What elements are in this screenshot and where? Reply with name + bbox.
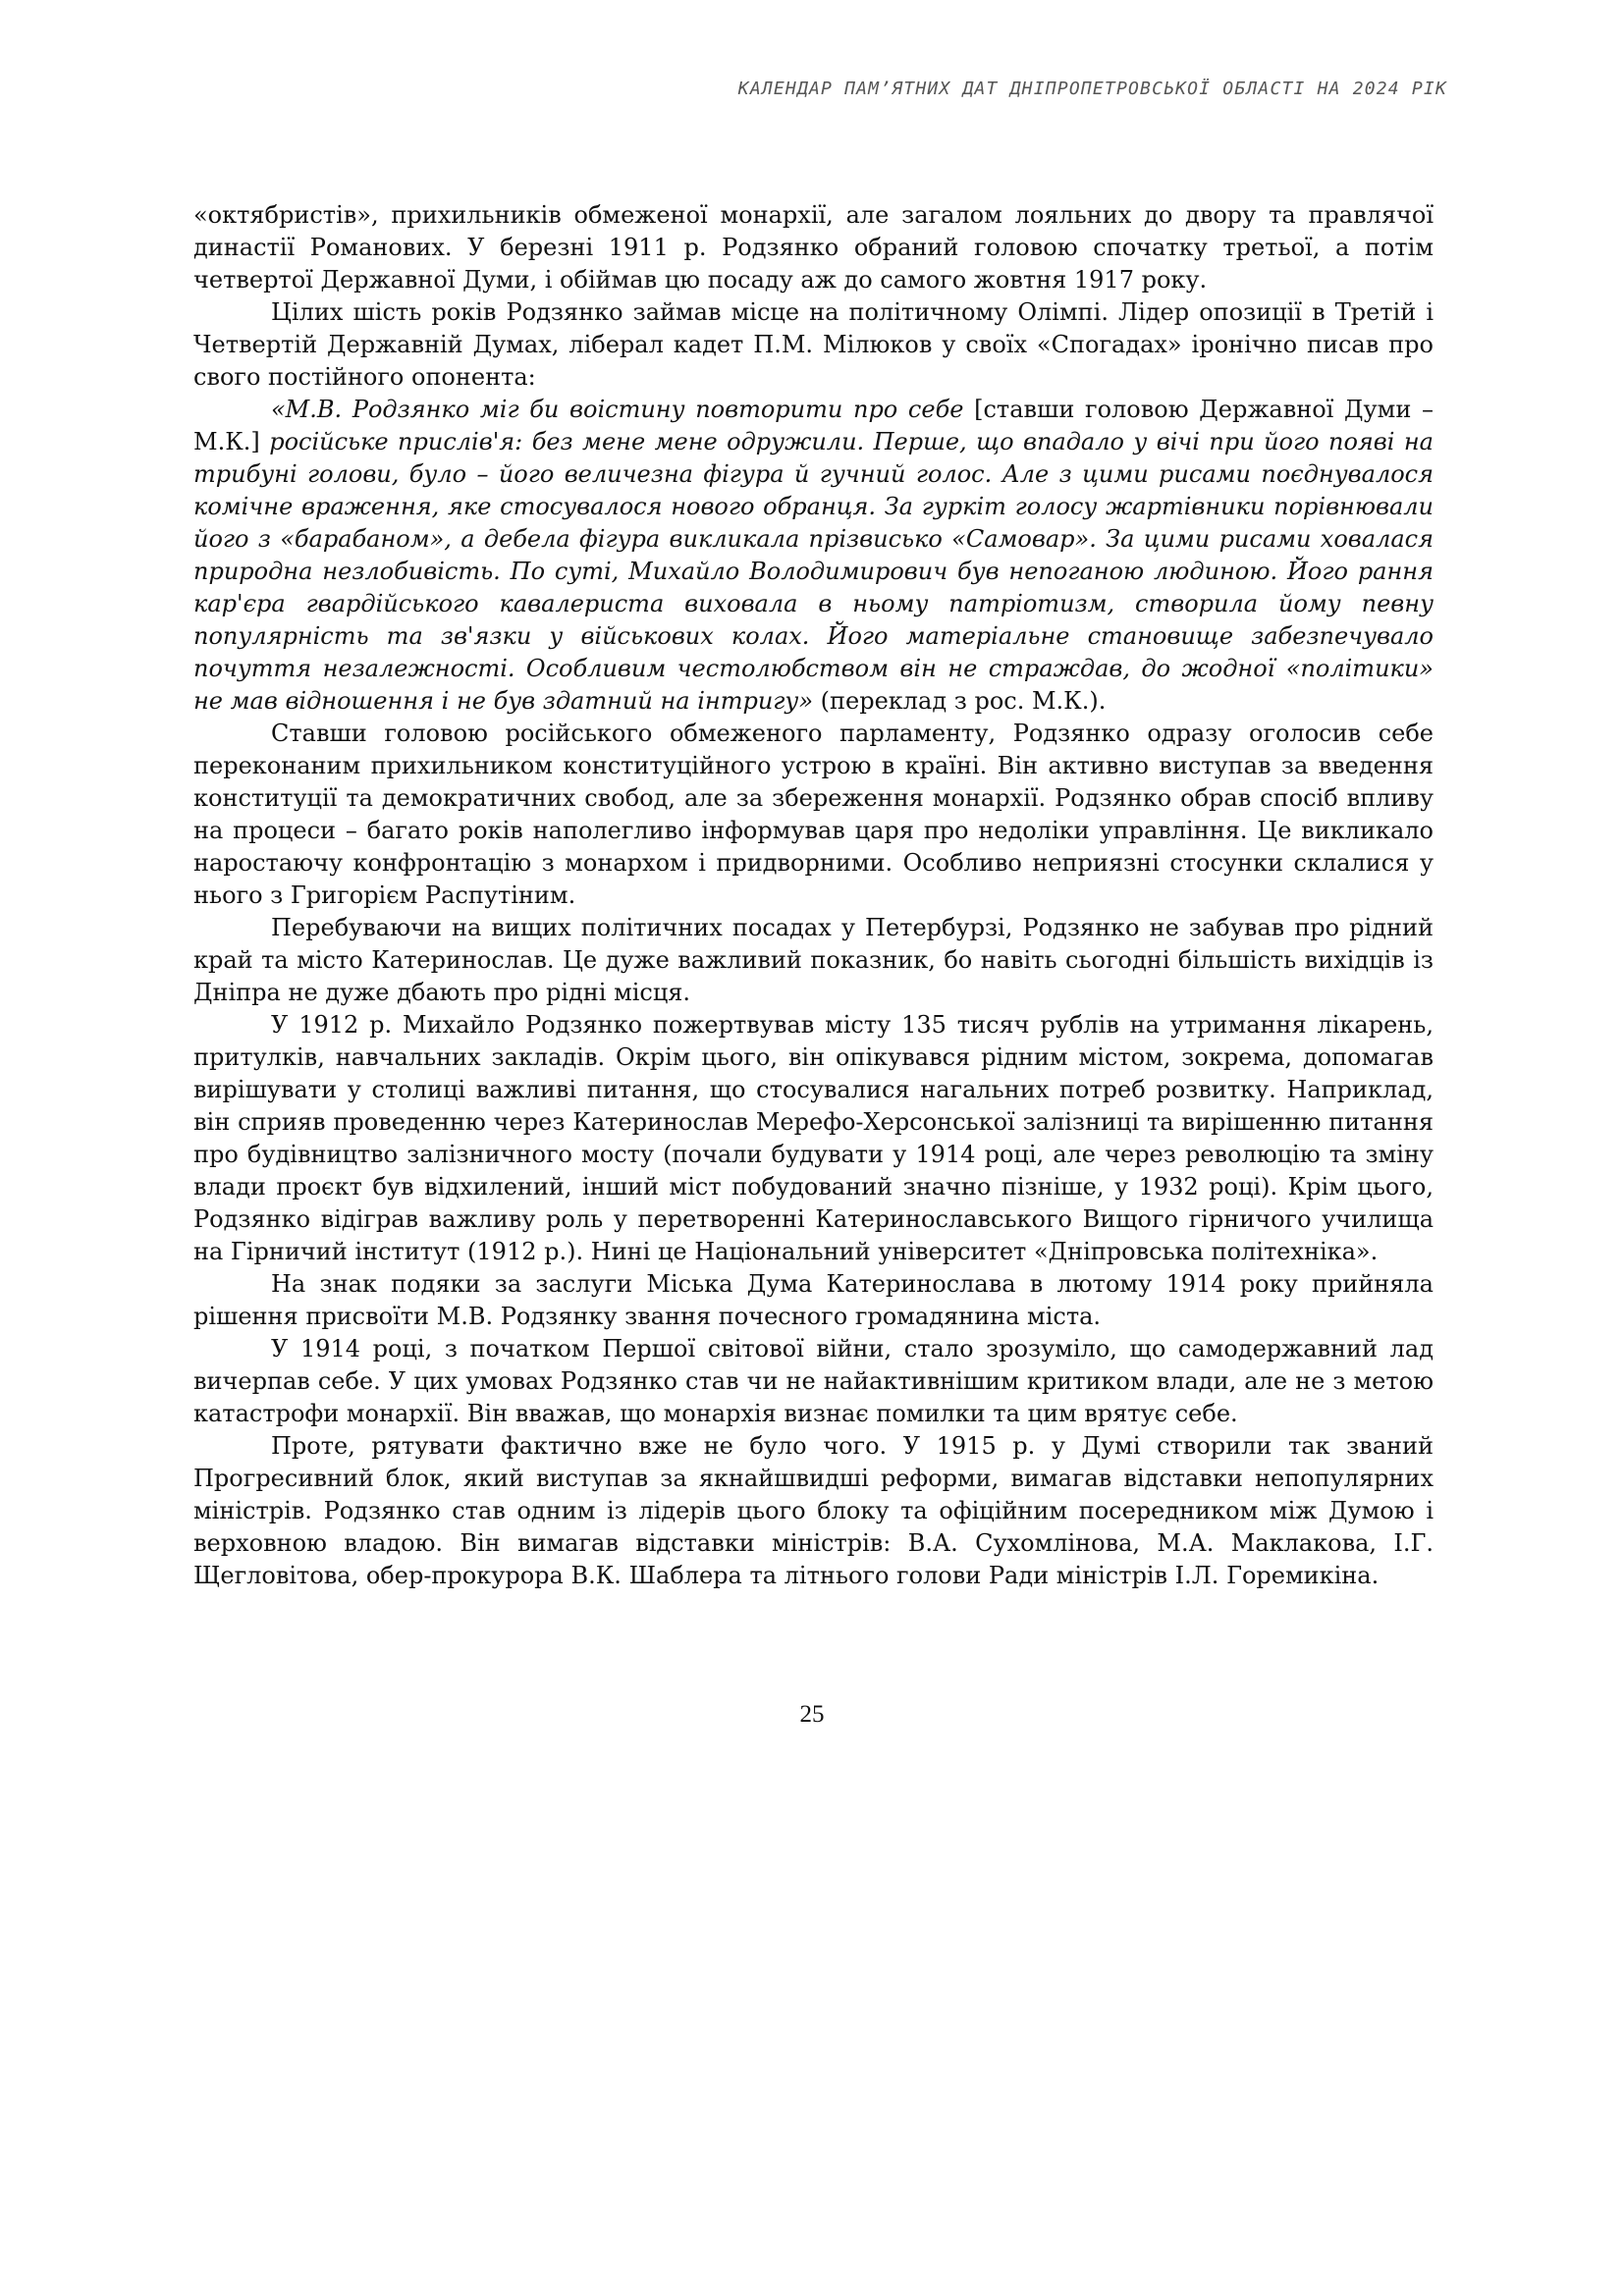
quote-text-part2: російське прислів'я: без мене мене одружили. Перше, що впадало у вічі при його появі на трибуні голови, було – його величезна фігура й гучний голос. Але з цими рисами поєднувалося комічне враження, яке стосувалося нового обранця. За гуркіт голосу жартівники порівнювали його з «барабаном», а дебела фігура викликала прізвисько «Самовар». За цими рисами ховалася природна незлобивість. По суті, Михайло Володимирович був непоганою людиною. Його рання кар'єра гвардійського кавалериста виховала в ньому патріотизм, створила йому певну популярність та зв'язки у військових колах. Його матеріальне становище забезпечувало почуття незалежності. Особливим честолюбством він не страждав, до жодної «політики» не мав відношення і не був здатний на інтригу» [193,428,1434,715]
quote-text-part1: «М.В. Родзянко міг би воістину повторити про себе [271,396,964,423]
quote-paragraph [193,394,1434,718]
paragraph-native-land: Перебуваючи на вищих політичних посадах у Петербурзі, Родзянко не забував про рідний край та місто Катеринослав. Це дуже важливий показник, бо навіть сьогодні більшість вихідців із Дніпра не дуже дбають про рідні місця. [193,914,1434,1006]
page-number: 25 [799,1701,825,1728]
paragraph-world-war: У 1914 році, з початком Першої світової війни, стало зрозуміло, що самодержавний лад вичерпав себе. У цих умовах Родзянко став чи не найактивнішим критиком влади, але не з метою катастрофи монархії. Він вважав, що монархія визнає помилки та цим врятує себе. [193,1335,1434,1427]
quote-attribution: (переклад з рос. М.К.). [820,687,1107,715]
body-text [193,199,1434,1592]
paragraph-donation: У 1912 р. Михайло Родзянко пожертвував місту 135 тисяч рублів на утримання лікарень, притулків, навчальних закладів. Окрім цього, він опікувався рідним містом, зокрема, допомагав вирішувати у столиці важливі питання, що стосувалися нагальних потреб розвитку. Наприклад, він сприяв проведенню через Катеринослав Мерефо-Херсонської залізниці та вирішенню питання про будівництво залізничного мосту (почали будувати у 1914 році, але через революцію та зміну влади проєкт був відхилений, інший міст побудований значно пізніше, у 1932 році). Крім цього, Родзянко відіграв важливу роль у перетворенні Катеринославського Вищого гірничого училища на Гірничий інститут (1912 р.). Нині це Національний університет «Дніпровська політехніка». [193,1011,1434,1265]
quote-insertion: [ставши головою Державної Думи – М.К.] [193,396,1435,455]
paragraph-olympus: Цілих шість років Родзянко займав місце на політичному Олімпі. Лідер опозиції в Третій і Четвертій Державній Думах, ліберал кадет П.М. Мілюков у своїх «Спогадах» іронічно писав про свого постійного опонента: [193,298,1434,391]
paragraph-continuation: «октябристів», прихильників обмеженої монархії, але загалом лояльних до двору та правлячої династії Романових. У березні 1911 р. Родзянко обраний головою спочатку третьої, а потім четвертої Державної Думи, і обіймав цю посаду аж до самого жовтня 1917 року. [193,201,1434,294]
paragraph-progressive-bloc: Проте, рятувати фактично вже не було чого. У 1915 р. у Думі створили так званий Прогресивний блок, який виступав за якнайшвидші реформи, вимагав відставки непопулярних міністрів. Родзянко став одним із лідерів цього блоку та офіційним посередником між Думою і верховною владою. Він вимагав відставки міністрів: В.А. Сухомлінова, М.А. Маклакова, І.Г. Щегловітова, обер-прокурора В.К. Шаблера та літнього голови Ради міністрів І.Л. Горемикіна. [193,1432,1434,1589]
paragraph-parliament: Ставши головою російського обмеженого парламенту, Родзянко одразу оголосив себе переконаним прихильником конституційного устрою в країні. Він активно виступав за введення конституції та демократичних свобод, але за збереження монархії. Родзянко обрав спосіб впливу на процеси – багато років наполегливо інформував царя про недоліки управління. Це викликало наростаючу конфронтацію з монархом і придворними. Особливо неприязні стосунки склалися у нього з Григорієм Распутіним. [193,720,1434,909]
running-header: КАЛЕНДАР ПАМ’ЯТНИХ ДАТ ДНІПРОПЕТРОВСЬКОЇ ОБЛАСТІ НА 2024 РІК [737,79,1447,99]
paragraph-honorary-citizen: На знак подяки за заслуги Міська Дума Катеринослава в лютому 1914 року прийняла рішення присвоїти М.В. Родзянку звання почесного громадянина міста. [193,1270,1434,1330]
